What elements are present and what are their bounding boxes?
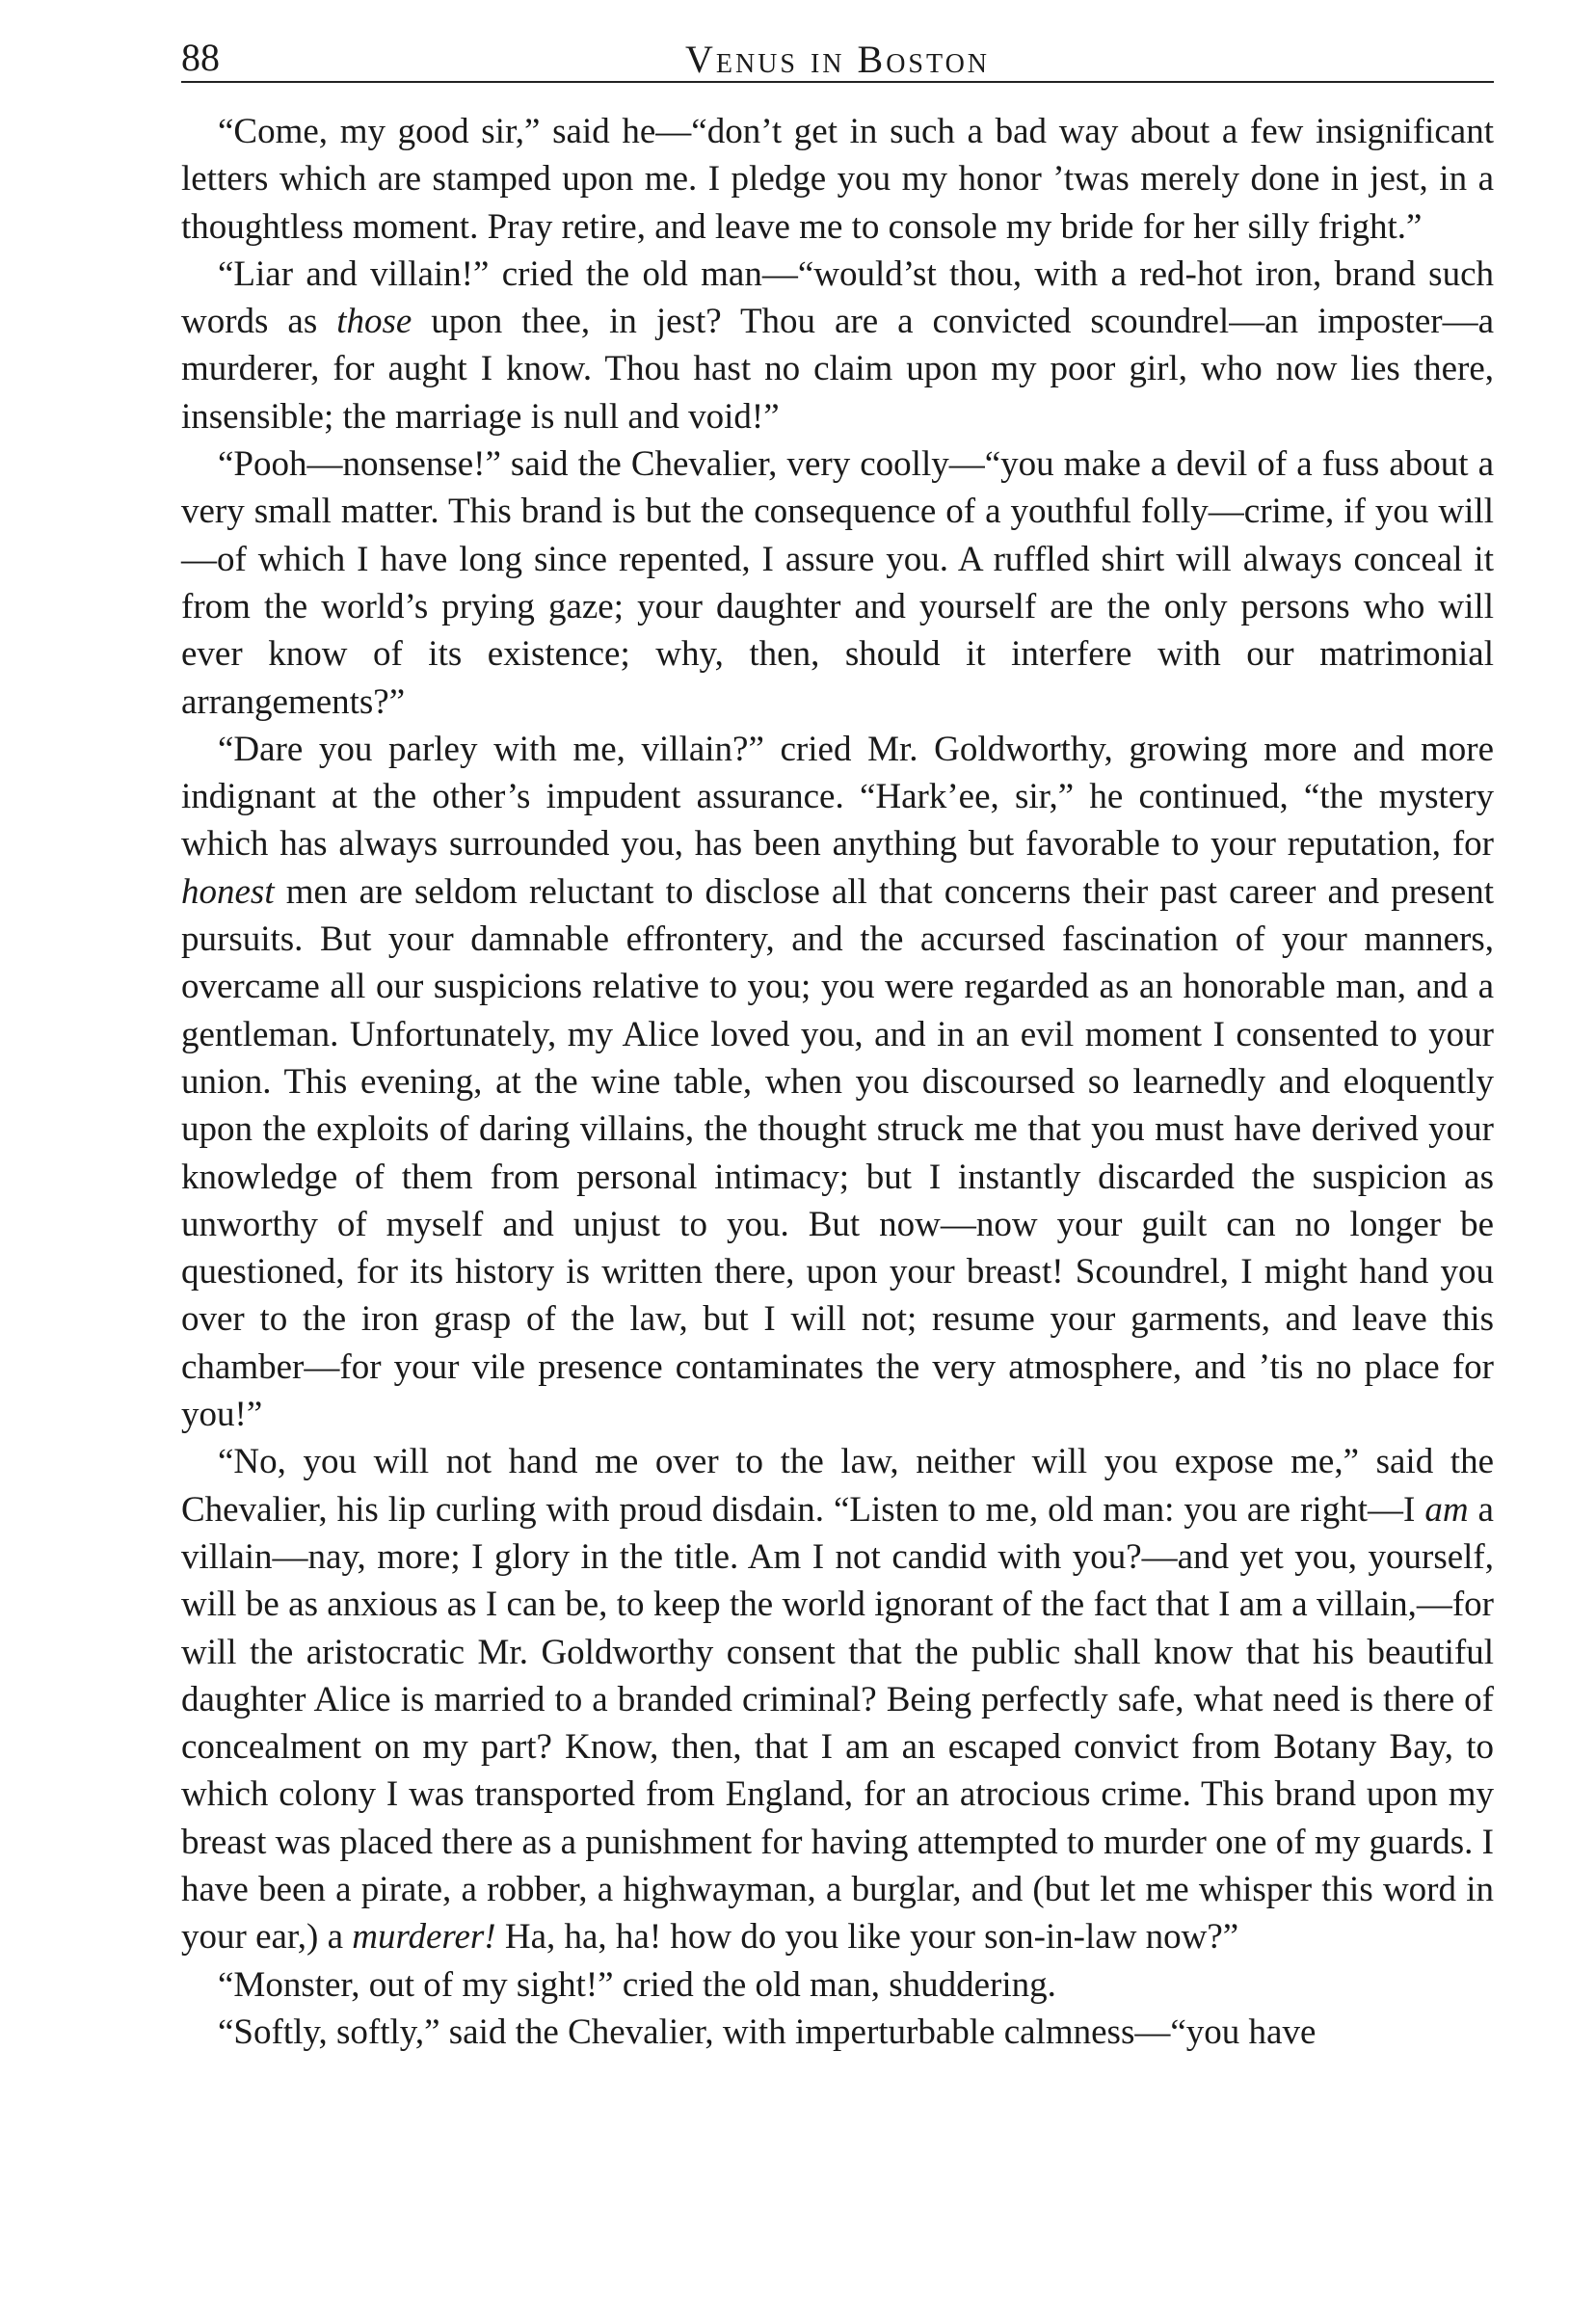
paragraph	[181, 726, 1494, 1438]
paragraph-text: “Softly, softly,” said the Chevalier, with imperturbable calmness—“you have	[218, 2012, 1317, 2052]
page-number: 88	[181, 36, 220, 79]
paragraph-text: men are seldom reluctant to disclose all that concerns their past career and present pursuits. But your damnable effrontery, and the accursed fascination of your manners, overcame all our suspicions relative to you; you were regarded as an honorable man, and a gentleman. Unfortunately, my Alice loved you, and in an evil moment I consented to your union. This evening, at the wine table, when you discoursed so learnedly and eloquently upon the exploits of daring villains, the thought struck me that you must have derived your knowledge of them from personal intimacy; but I instantly discarded the suspicion as unworthy of myself and unjust to you. But now—now your guilt can no longer be questioned, for its history is written there, upon your breast! Scoundrel, I might hand you over to the iron grasp of the law, but I will not; resume your garments, and leave this chamber—for your vile presence contaminates the very atmosphere, and ’tis no place for you!”	[181, 871, 1494, 1435]
paragraph-text: Ha, ha, ha! how do you like your son-in-law now?”	[495, 1917, 1239, 1958]
paragraph	[181, 2009, 1494, 2056]
paragraph	[181, 108, 1494, 251]
header-rule	[181, 81, 1494, 83]
italic-text: am	[1424, 1489, 1469, 1530]
italic-text: those	[336, 302, 412, 342]
paragraph-text: “Dare you parley with me, villain?” cried Mr. Goldworthy, growing more and more indignant at the other’s impudent assurance. “Hark’ee, sir,” he continued, “the mystery which has always surrounded you, has been anything but favorable to your reputation, for	[181, 729, 1494, 865]
paragraph-text: a villain—nay, more; I glory in the title. Am I not candid with you?—and yet you, yourself, will be as anxious as I can be, to keep the world ignorant of the fact that I am a villain,—for will the aristocratic Mr. Goldworthy consent that the public shall know that his beautiful daughter Alice is married to a branded criminal? Being perfectly safe, what need is there of concealment on my part? Know, then, that I am an escaped convict from Botany Bay, to which colony I was transported from England, for an atrocious crime. This brand upon my breast was placed there as a punishment for having attempted to murder one of my guards. I have been a pirate, a robber, a highwayman, a burglar, and (but let me whisper this word in your ear,) a	[181, 1489, 1494, 1958]
paragraph-text: “No, you will not hand me over to the law, neither will you expose me,” said the Chevalier, his lip curling with proud disdain. “Listen to me, old man: you are right—I	[181, 1442, 1494, 1530]
paragraph-text: “Come, my good sir,” said he—“don’t get in such a bad way about a few insignificant letters which are stamped upon me. I pledge you my honor ’twas merely done in jest, in a thoughtless moment. Pray retire, and leave me to console my bride for her silly fright.”	[181, 112, 1494, 247]
paragraph-text: “Liar and villain!” cried the old man—“would’st thou, with a red-hot iron, brand such words as	[181, 253, 1494, 342]
italic-text: murderer!	[352, 1917, 496, 1958]
paragraph-text: upon thee, in jest? Thou are a convicted scoundrel—an imposter—a murderer, for aught I know. Thou hast no claim upon my poor girl, who now lies there, insensible; the marriage is null and void!”	[181, 302, 1494, 437]
paragraph-text: “Pooh—nonsense!” said the Chevalier, very coolly—“you make a devil of a fuss about a very small matter. This brand is but the consequence of a youthful folly—crime, if you will—of which I have long since repented, I assure you. A ruffled shirt will always conceal it from the world’s prying gaze; your daughter and yourself are the only persons who will ever know of its existence; why, then, should it interfere with our matrimonial arrangements?”	[181, 444, 1494, 722]
paragraph	[181, 251, 1494, 440]
paragraph-text: “Monster, out of my sight!” cried the old man, shuddering.	[218, 1964, 1056, 2005]
paragraph	[181, 1438, 1494, 1960]
running-title: Venus in Boston	[684, 38, 991, 81]
italic-text: honest	[181, 871, 275, 912]
paragraph	[181, 1961, 1494, 2009]
running-head	[181, 27, 1494, 85]
body-text	[181, 108, 1494, 2056]
paragraph	[181, 440, 1494, 726]
